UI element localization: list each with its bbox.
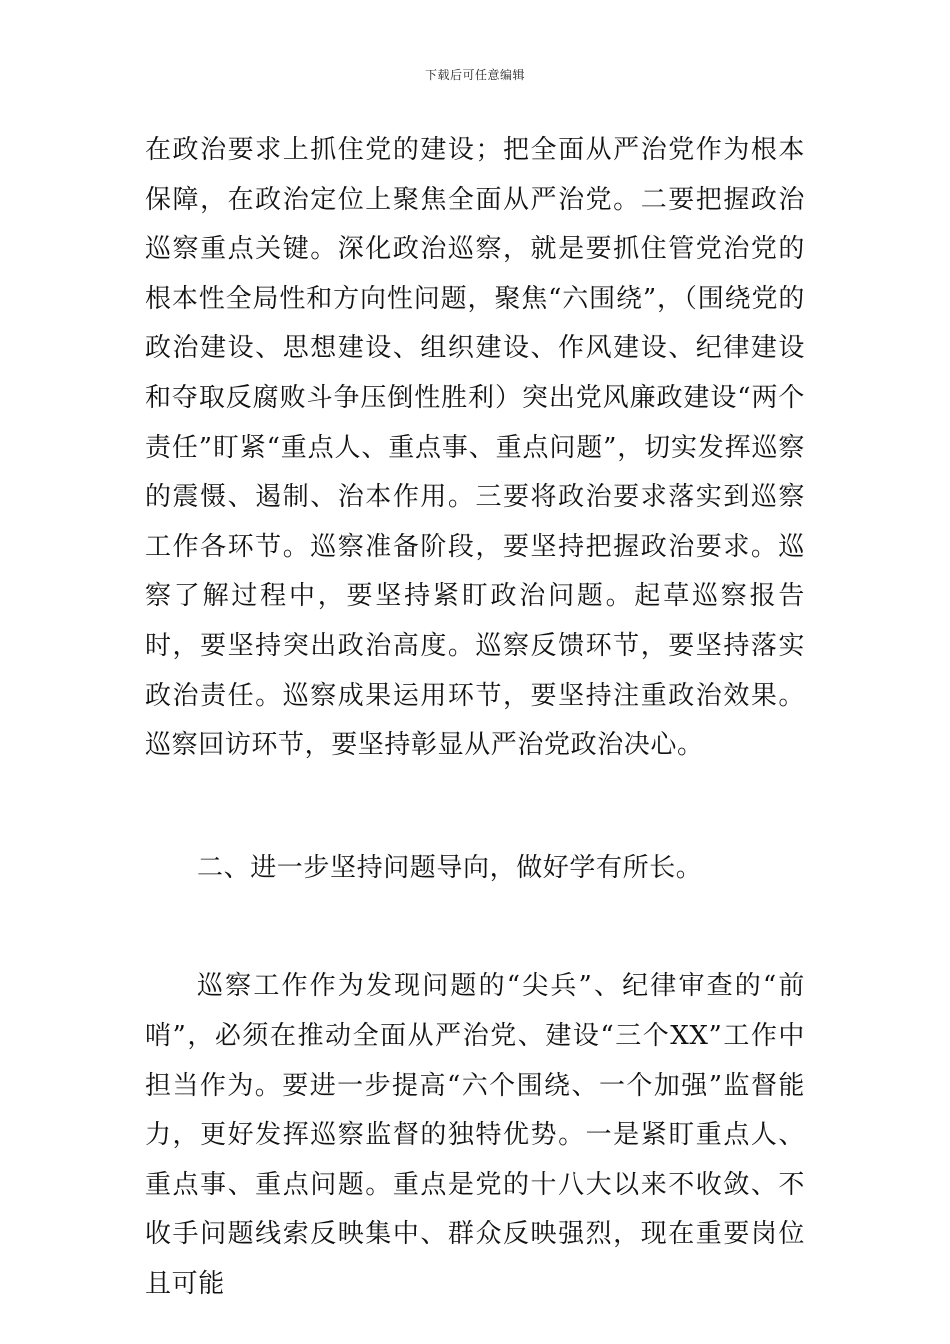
section-heading: 二、进一步坚持问题导向，做好学有所长。 [197,852,703,883]
document-body [145,126,805,1309]
body-paragraph: 在政治要求上抓住党的建设；把全面从严治党作为根本保障，在政治定位上聚焦全面从严治党。二要把握政治巡察重点关键。深化政治巡察，就是要抓住管党治党的根本性全局性和方向性问题，聚焦“六围绕”，（围绕党的政治建设、思想建设、组织建设、作风建设、纪律建设和夺取反腐败斗争压倒性胜利）突出党风廉政建设“两个责任”盯紧“重点人、重点事、重点问题”，切实发挥巡察的震慑、遏制、治本作用。三要将政治要求落实到巡察工作各环节。巡察准备阶段，要坚持把握政治要求。巡察了解过程中，要坚持紧盯政治问题。起草巡察报告时，要坚持突出政治高度。巡察反馈环节，要坚持落实政治责任。巡察成果运用环节，要坚持注重政治效果。巡察回访环节，要坚持彰显从严治党政治决心。 [145,135,805,761]
paragraph-spacer [145,771,805,844]
paragraph-spacer [145,893,805,962]
body-paragraph: 巡察工作作为发现问题的“尖兵”、纪律审查的“前哨”，必须在推动全面从严治党、建设“三个XX”工作中担当作为。要进一步提高“六个围绕、一个加强”监督能力，更好发挥巡察监督的独特优势。一是紧盯重点人、重点事、重点问题。重点是党的十八大以来不收敛、不收手问题线索反映集中、群众反映强烈，现在重要岗位且可能 [145,971,805,1299]
page-header: 下载后可任意编辑 [424,68,525,82]
